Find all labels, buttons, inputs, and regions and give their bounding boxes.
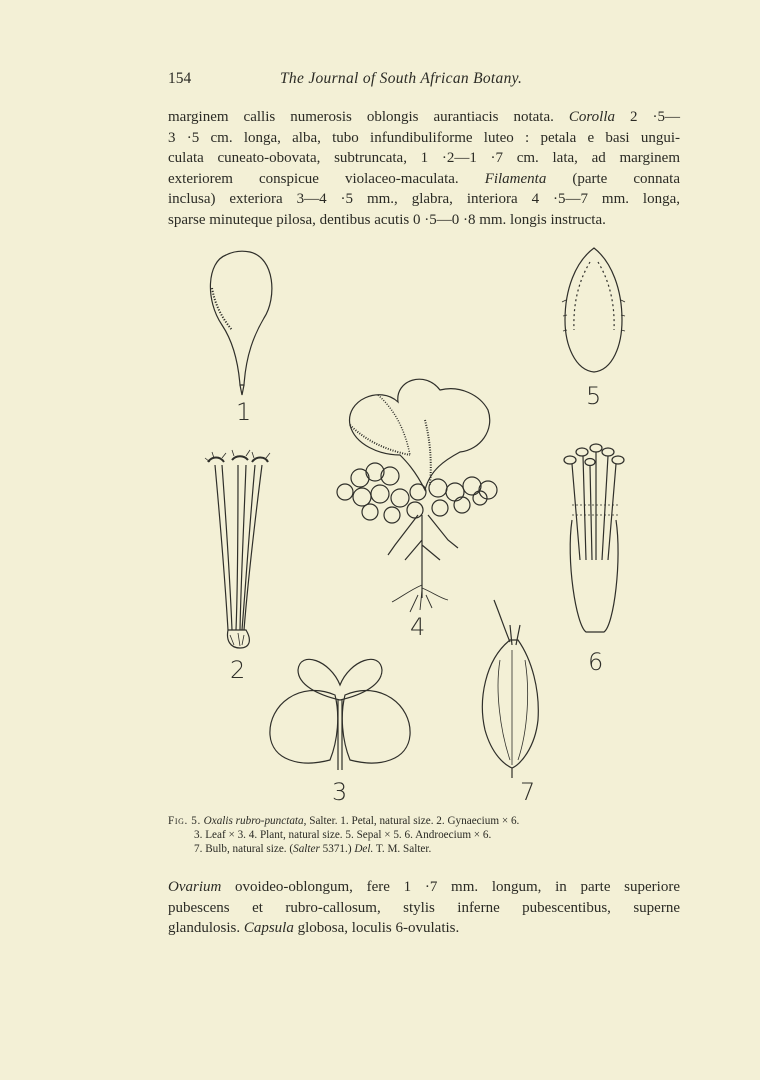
caption-text: 5371.): [319, 843, 355, 855]
sepal-drawing: [562, 248, 625, 372]
ovary-paragraph: [168, 877, 680, 939]
petal-drawing: [210, 251, 271, 395]
caption-line: [168, 814, 680, 828]
text-line: inclusa) exteriora 3—4 ·5 mm., glabra, interiora 4 ·5—7 mm. longa,: [168, 191, 680, 207]
species-name: Oxalis rubro-punctata: [203, 815, 304, 827]
running-title: The Journal of South African Botany.: [280, 70, 523, 87]
text-line: 3 ·5 cm. longa, alba, tubo infundibuliforme luteo : petala e basi ungui-: [168, 129, 680, 146]
italic-term: Ovarium: [168, 879, 222, 895]
caption-line: 3. Leaf × 3. 4. Plant, natural size. 5. Sepal × 5. 6. Androecium × 6.: [194, 829, 492, 841]
text-line: sparse minuteque pilosa, dentibus acutis 0 ·5—0 ·8 mm. longis instructa.: [168, 211, 606, 228]
delineator-name: T. M. Salter.: [373, 843, 432, 855]
text-line: glandulosis. Capsula globosa, loculis 6-ovulatis.: [168, 920, 460, 936]
text-line: culata cuneato-obovata, subtruncata, 1 ·2—1 ·7 cm. lata, ad marginem: [168, 150, 680, 166]
caption-text: 1. Petal, natural size. 2. Gynaecium × 6.: [337, 815, 520, 827]
figure-label-4: 4: [410, 613, 426, 641]
text-line: Ovarium ovoideo-oblongum, fere 1 ·7 mm. longum, in parte superiore: [168, 879, 680, 895]
plant-drawing: [337, 379, 497, 612]
page-number: 154: [168, 70, 192, 87]
specimen-collector: Salter: [293, 843, 320, 855]
gynaecium-drawing: [205, 450, 270, 648]
leaf-drawing: [270, 659, 410, 770]
text-line: pubescens et rubro-callosum, stylis inferne pubescentibus, superne: [168, 899, 680, 916]
italic-term: Filamenta: [484, 170, 547, 187]
leaflet-cluster: [337, 463, 497, 523]
caption-text: 7. Bulb, natural size. (: [194, 843, 294, 855]
text-line: exteriorem conspicue violaceo-maculata. Filamenta (parte connata: [168, 170, 680, 187]
figure-label-2: 2: [230, 656, 246, 684]
bulb-drawing: [482, 600, 538, 778]
italic-term: Corolla: [568, 109, 615, 125]
figure-label-5: 5: [586, 382, 602, 410]
italic-term: Capsula: [243, 920, 294, 936]
text-line: marginem callis numerosis oblongis aurantiacis notata. Corolla 2 ·5—: [168, 109, 680, 125]
figure-number: Fig. 5.: [168, 815, 201, 827]
androecium-drawing: [564, 444, 624, 632]
figure-label-6: 6: [588, 648, 604, 676]
figure-label-1: 1: [236, 398, 252, 426]
figure-caption: [168, 814, 680, 856]
delineator-label: Del.: [354, 843, 374, 855]
figure-label-3: 3: [332, 778, 348, 806]
caption-line: [168, 842, 680, 856]
figure-label-7: 7: [520, 778, 536, 806]
species-author: , Salter.: [303, 815, 338, 827]
